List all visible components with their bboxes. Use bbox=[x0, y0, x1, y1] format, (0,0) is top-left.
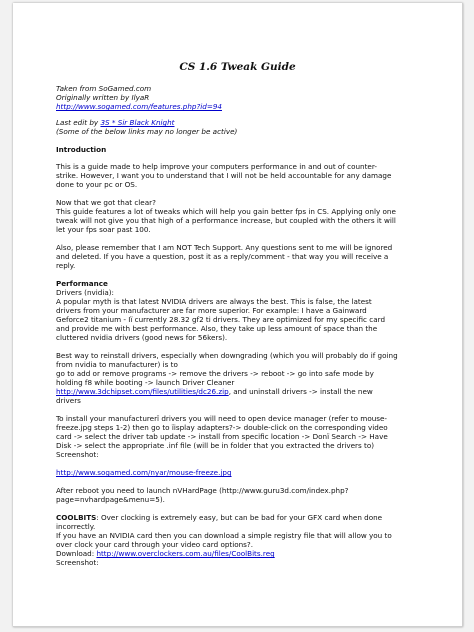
coolbits-label: COOLBITS bbox=[56, 513, 97, 522]
download-line bbox=[56, 549, 275, 558]
coolbits-download-link[interactable]: http://www.overclockers.com.au/files/CoolBits.reg bbox=[96, 549, 275, 558]
mouse-freeze-link[interactable]: http://www.sogamed.com/nyar/mouse-freeze.jpg bbox=[56, 468, 232, 477]
paragraph-line: and provide me with best performance. Also, they take up less amount of space than the bbox=[56, 324, 378, 333]
last-edit-prefix: Last edit by bbox=[56, 118, 101, 127]
driver-cleaner-suffix: , and uninstall drivers -> install the new bbox=[228, 387, 373, 396]
mouse-freeze-line bbox=[56, 468, 232, 477]
driver-cleaner-line bbox=[56, 387, 373, 396]
paragraph-line: incorrectly. bbox=[56, 522, 96, 531]
source-link-line bbox=[56, 102, 222, 111]
paragraph-line: reply. bbox=[56, 261, 76, 270]
paragraph-line: If you have an NVIDIA card then you can download a simple registry file that will allow you to bbox=[56, 531, 392, 540]
paragraph-line: After reboot you need to launch nVHardPage (http://www.guru3d.com/index.php? bbox=[56, 486, 349, 495]
paragraph-line: let your fps soar past 100. bbox=[56, 225, 151, 234]
written-by-line: Originally written by IlyaR bbox=[56, 93, 150, 102]
coolbits-line bbox=[56, 513, 382, 522]
links-note: (Some of the below links may no longer be active) bbox=[56, 127, 238, 136]
paragraph-line: Geforce2 titanium - Iï currently 28.32 gf2 ti drivers. They are optimized for my specific card bbox=[56, 315, 386, 324]
source-link[interactable]: http://www.sogamed.com/features.php?id=94 bbox=[56, 102, 222, 111]
paragraph-line: drivers bbox=[56, 396, 81, 405]
paragraph-line: Best way to reinstall drivers, especially when downgrading (which you will probably do if going bbox=[56, 351, 398, 360]
paragraph-line: To install your manufacturerï drivers you will need to open device manager (refer to mouse- bbox=[56, 414, 388, 423]
paragraph-line: and deleted. If you have a question, post it as a reply/comment - that way you will receive a bbox=[56, 252, 389, 261]
coolbits-text: : Over clocking is extremely easy, but can be bad for your GFX card when done bbox=[96, 513, 383, 522]
taken-from-line: Taken from SoGamed.com bbox=[56, 84, 152, 93]
introduction-heading: Introduction bbox=[56, 145, 107, 154]
document-page bbox=[13, 3, 463, 627]
paragraph-line: card -> select the driver tab update -> install from specific location -> Donï Search -> Have bbox=[56, 432, 388, 441]
paragraph-line: This guide features a lot of tweaks which will help you gain better fps in CS. Applying only one bbox=[56, 207, 396, 216]
paragraph-line: go to add or remove programs -> remove the drivers -> reboot -> go into safe mode by bbox=[56, 369, 374, 378]
paragraph-line: cluttered nvidia drivers (good news for 56kers). bbox=[56, 333, 228, 342]
download-prefix: Download: bbox=[56, 549, 97, 558]
last-edit-author-link[interactable]: 3S * Sir Black Knight bbox=[100, 118, 175, 127]
paragraph-line: Also, please remember that I am NOT Tech Support. Any questions sent to me will be ignored bbox=[56, 243, 393, 252]
paragraph-line: This is a guide made to help improve your computers performance in and out of counter- bbox=[56, 162, 377, 171]
paragraph-line: holding f8 while booting -> launch Driver Cleaner bbox=[56, 378, 235, 387]
drivers-label: Drivers (nvidia): bbox=[56, 288, 114, 297]
paragraph-line: done to your pc or OS. bbox=[56, 180, 138, 189]
paragraph-line: page=nvhardpage&menu=5). bbox=[56, 495, 165, 504]
paragraph-line: tweak will not give you that high of a performance increase, but coupled with the others it will bbox=[56, 216, 396, 225]
performance-heading: Performance bbox=[56, 279, 108, 288]
paragraph-line: A popular myth is that latest NVIDIA drivers are always the best. This is false, the latest bbox=[56, 297, 372, 306]
last-edit-line bbox=[56, 118, 174, 127]
paragraph-line: Disk -> select the appropriate .inf file (will be in folder that you extracted the drivers to) bbox=[56, 441, 375, 450]
paragraph-line: Screenshot: bbox=[56, 450, 99, 459]
paragraph-line: from nvidia to manufacturer) is to bbox=[56, 360, 178, 369]
paragraph-line: freeze.jpg steps 1-2) then go to ïisplay adapters?-> double-click on the corresponding video bbox=[56, 423, 388, 432]
paragraph-line: drivers from your manufacturer are far more superior. For example: I have a Gainward bbox=[56, 306, 367, 315]
screenshot-label: Screenshot: bbox=[56, 558, 99, 567]
paragraph-line: strike. However, I want you to understand that I will not be held accountable for any damage bbox=[56, 171, 392, 180]
driver-cleaner-link[interactable]: http://www.3dchipset.com/files/utilities/dc26.zip bbox=[56, 387, 229, 396]
paragraph-line: Now that we got that clear? bbox=[56, 198, 156, 207]
paragraph-line: over clock your card through your video card options?. bbox=[56, 540, 254, 549]
document-title: CS 1.6 Tweak Guide bbox=[179, 61, 296, 73]
